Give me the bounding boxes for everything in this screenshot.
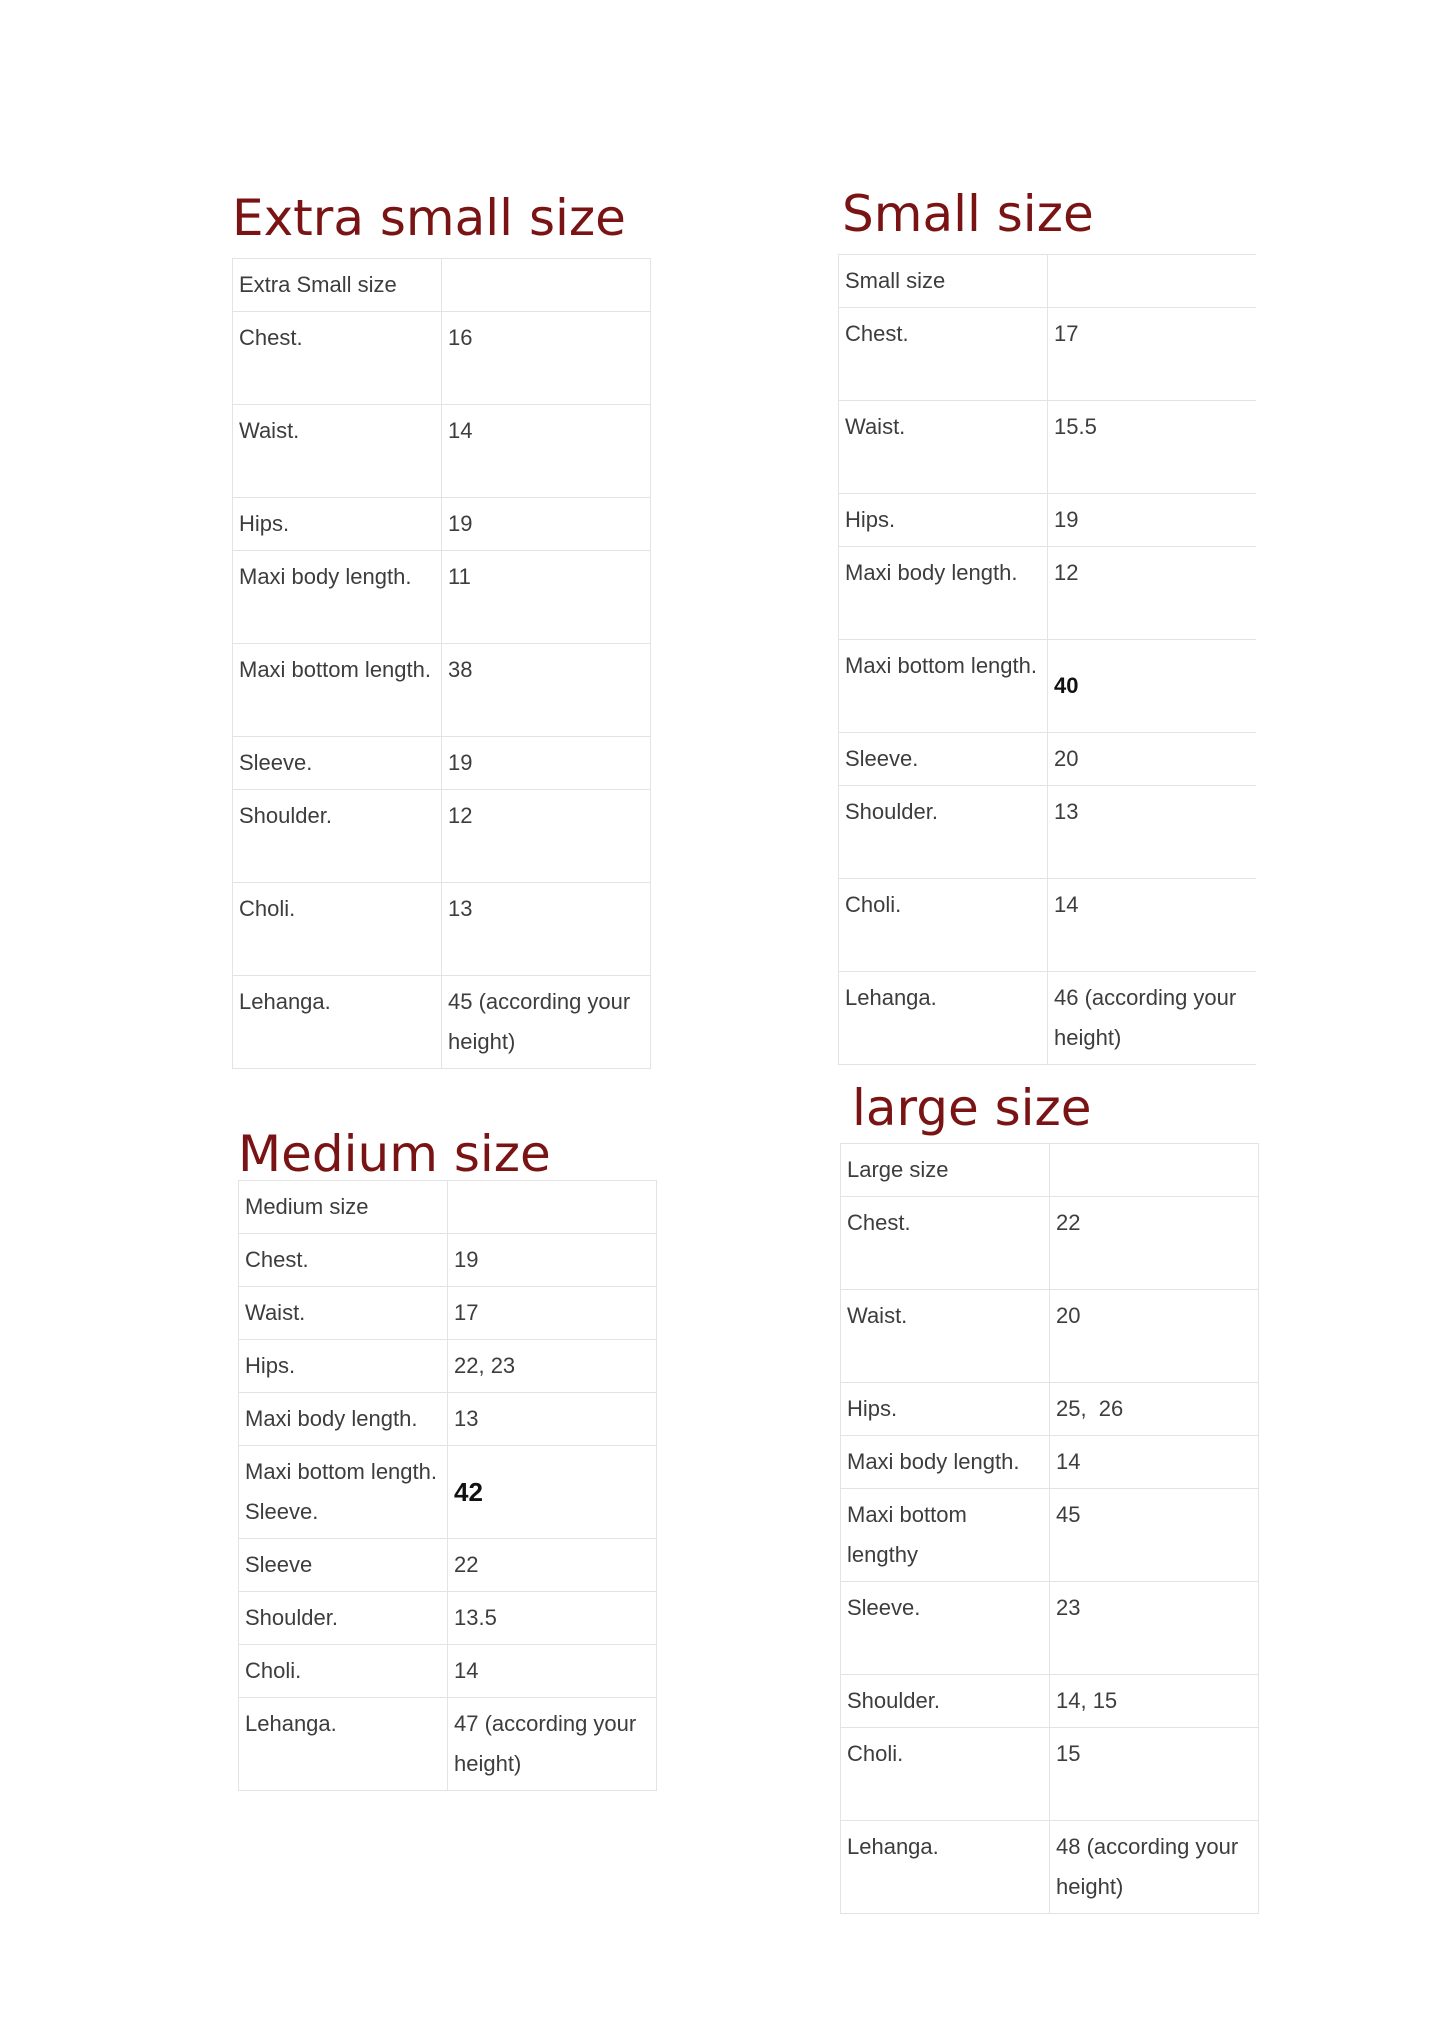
row-value: 14 [1048,879,1257,972]
row-value: 19 [442,737,651,790]
row-label: Maxi body length. [839,547,1048,640]
row-label: Maxi body length. [239,1393,448,1446]
table-row [839,547,1257,640]
row-value [442,259,651,312]
row-value: 45 (according your height) [442,976,651,1069]
extra-small-size-title: Extra small size [232,189,626,247]
row-label: Shoulder. [233,790,442,883]
row-value: 13.5 [448,1592,657,1645]
row-value: 19 [1048,494,1257,547]
table-row [841,1821,1259,1914]
table-row [233,259,651,312]
row-value: 14 [442,405,651,498]
row-value: 11 [442,551,651,644]
row-label: Hips. [839,494,1048,547]
table-row [839,640,1257,733]
table-row [239,1181,657,1234]
table-row [233,405,651,498]
row-value: 25, 26 [1050,1383,1259,1436]
row-value: 16 [442,312,651,405]
row-value: 15 [1050,1728,1259,1821]
row-value: 22, 23 [448,1340,657,1393]
row-label: Maxi bottom length. [233,644,442,737]
table-row [841,1197,1259,1290]
row-label: Waist. [239,1287,448,1340]
row-label: Chest. [233,312,442,405]
row-value: 15.5 [1048,401,1257,494]
row-label: Sleeve. [841,1582,1050,1675]
row-value: 14, 15 [1050,1675,1259,1728]
table-row [233,790,651,883]
row-value: 22 [1050,1197,1259,1290]
row-label: Hips. [239,1340,448,1393]
row-value: 19 [448,1234,657,1287]
table-row [239,1287,657,1340]
row-value: 13 [1048,786,1257,879]
row-value: 14 [448,1645,657,1698]
row-label: Waist. [839,401,1048,494]
table-row [839,786,1257,879]
row-value: 17 [1048,308,1257,401]
table-row [233,644,651,737]
row-label: Lehanga. [233,976,442,1069]
table-row [841,1290,1259,1383]
table-row [239,1393,657,1446]
row-value: 42 [448,1446,657,1539]
row-label: Choli. [839,879,1048,972]
table-row [233,551,651,644]
extra-small-size-table [232,258,651,1069]
table-row [841,1675,1259,1728]
table-row [233,737,651,790]
row-label: Maxi bottom length. [839,640,1048,733]
row-label: Hips. [233,498,442,551]
table-row [839,733,1257,786]
row-value [1048,255,1257,308]
row-label: Choli. [233,883,442,976]
large-size-title: large size [852,1079,1092,1137]
row-label: Small size [839,255,1048,308]
table-row [239,1698,657,1791]
row-value: 45 [1050,1489,1259,1582]
row-value [448,1181,657,1234]
table-row [239,1592,657,1645]
row-value: 12 [1048,547,1257,640]
row-value [1050,1144,1259,1197]
medium-size-title: Medium size [238,1125,551,1183]
table-row [233,883,651,976]
row-label: Sleeve. [233,737,442,790]
row-label: Chest. [239,1234,448,1287]
table-row [841,1489,1259,1582]
table-row [841,1582,1259,1675]
row-label: Waist. [841,1290,1050,1383]
row-label: Shoulder. [839,786,1048,879]
table-row [841,1383,1259,1436]
row-value: 48 (according your height) [1050,1821,1259,1914]
table-row [841,1436,1259,1489]
row-label: Sleeve [239,1539,448,1592]
row-value: 13 [442,883,651,976]
table-row [239,1539,657,1592]
row-label: Choli. [841,1728,1050,1821]
row-label: Extra Small size [233,259,442,312]
row-label: Lehanga. [239,1698,448,1791]
row-label: Maxi body length. [841,1436,1050,1489]
row-label: Shoulder. [841,1675,1050,1728]
small-size-title: Small size [842,185,1094,243]
row-label: Hips. [841,1383,1050,1436]
table-row [839,879,1257,972]
medium-size-table [238,1180,657,1791]
row-label: Maxi bottom lengthy [841,1489,1050,1582]
large-size-table [840,1143,1259,1914]
row-label: Maxi body length. [233,551,442,644]
row-value: 14 [1050,1436,1259,1489]
row-value: 22 [448,1539,657,1592]
row-value: 19 [442,498,651,551]
table-row [841,1144,1259,1197]
row-label: Sleeve. [839,733,1048,786]
table-row [233,498,651,551]
row-label: Chest. [839,308,1048,401]
row-value: 40 [1048,640,1257,733]
table-row [233,312,651,405]
row-value: 47 (according your height) [448,1698,657,1791]
row-value: 20 [1050,1290,1259,1383]
row-label: Chest. [841,1197,1050,1290]
table-row [839,494,1257,547]
table-row [239,1645,657,1698]
row-label: Lehanga. [841,1821,1050,1914]
row-value: 12 [442,790,651,883]
row-label: Shoulder. [239,1592,448,1645]
table-row [841,1728,1259,1821]
table-row [839,255,1257,308]
row-label: Medium size [239,1181,448,1234]
table-row [839,401,1257,494]
table-row [839,972,1257,1065]
row-label: Large size [841,1144,1050,1197]
table-row [239,1234,657,1287]
table-row [239,1446,657,1539]
row-value: 38 [442,644,651,737]
row-label: Maxi bottom length. Sleeve. [239,1446,448,1539]
table-row [839,308,1257,401]
row-value: 46 (according your height) [1048,972,1257,1065]
table-row [233,976,651,1069]
row-value: 23 [1050,1582,1259,1675]
table-row [239,1340,657,1393]
row-label: Lehanga. [839,972,1048,1065]
row-value: 13 [448,1393,657,1446]
row-value: 20 [1048,733,1257,786]
row-label: Waist. [233,405,442,498]
row-label: Choli. [239,1645,448,1698]
small-size-table [838,254,1256,1065]
row-value: 17 [448,1287,657,1340]
